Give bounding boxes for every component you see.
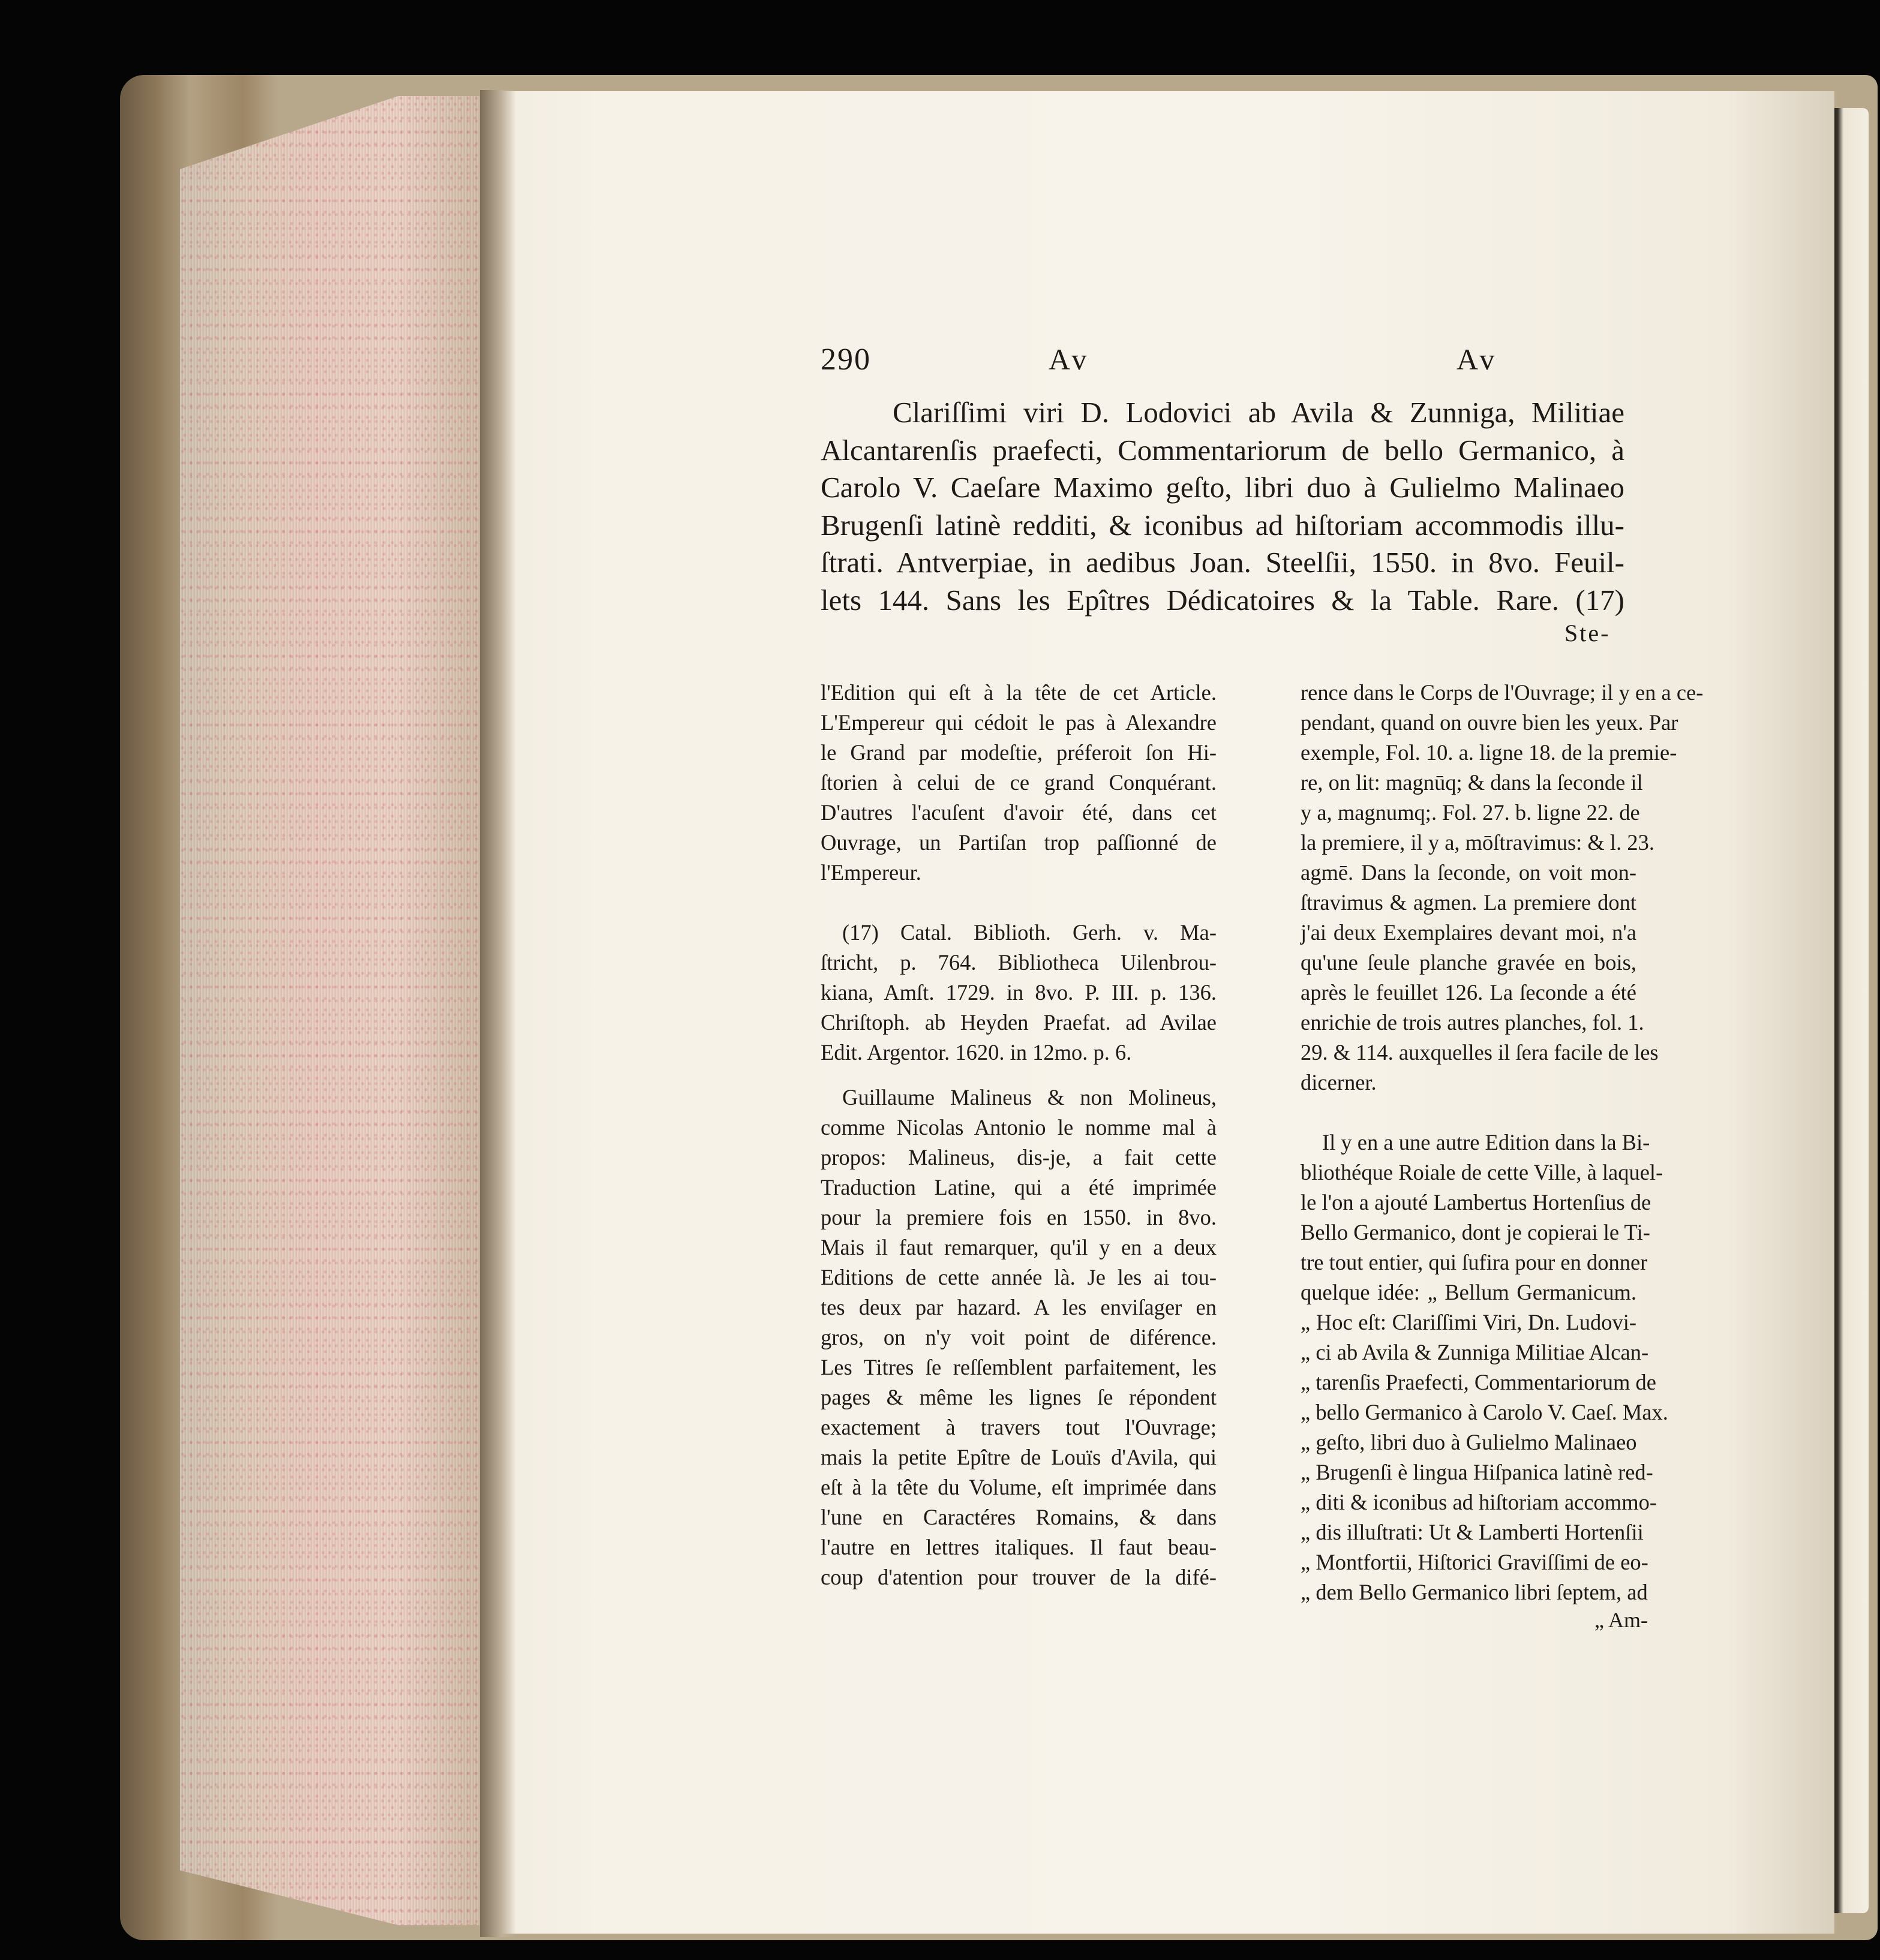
text-line: rence dans le Corps de l'Ouvrage; il y en a ce- bbox=[1301, 680, 1704, 705]
left-column bbox=[821, 678, 1217, 1592]
text-line: dicerner. bbox=[1301, 1070, 1377, 1095]
text-line: „ diti & iconibus ad hiſtoriam accommo- bbox=[1301, 1490, 1657, 1514]
text-line: comme Nicolas Antonio le nomme mal à bbox=[821, 1115, 1217, 1140]
text-line: l'autre en lettres italiques. Il faut beau- bbox=[821, 1535, 1217, 1559]
running-head-left: Av bbox=[1049, 342, 1091, 376]
text-line: „ tarenſis Praefecti, Commentariorum de bbox=[1301, 1370, 1656, 1394]
text-line: „ Hoc eſt: Clariſſimi Viri, Dn. Ludovi- bbox=[1301, 1310, 1636, 1334]
text-line: l'Empereur. bbox=[821, 860, 921, 885]
title-line: lets 144. Sans les Epîtres Dédicatoires & la Table. Rare. (17) bbox=[821, 583, 1624, 617]
text-line: eſt à la tête du Volume, eſt imprimée dans bbox=[821, 1475, 1217, 1499]
text-line: après le feuillet 126. La ſeconde a été bbox=[1301, 980, 1636, 1005]
text-line: re, on lit: magnūq; & dans la ſeconde il bbox=[1301, 770, 1643, 795]
text-line: Ouvrage, un Partiſan trop paſſionné de bbox=[821, 830, 1217, 855]
text-line: Traduction Latine, qui a été imprimée bbox=[821, 1175, 1217, 1200]
text-line: L'Empereur qui cédoit le pas à Alexandre bbox=[821, 710, 1217, 735]
book-page bbox=[497, 91, 1834, 1934]
text-line: Bello Germanico, dont je copierai le Ti- bbox=[1301, 1220, 1650, 1244]
text-line: l'une en Caractéres Romains, & dans bbox=[821, 1505, 1217, 1529]
footnote bbox=[821, 918, 1217, 1068]
text-line: y a, magnumq;. Fol. 27. b. ligne 22. de bbox=[1301, 800, 1640, 825]
text-line: Guillaume Malineus & non Molineus, bbox=[842, 1085, 1217, 1110]
gutter-shadow bbox=[480, 90, 516, 1937]
text-line: propos: Malineus, dis-je, a fait cette bbox=[821, 1145, 1217, 1170]
title-line: Clariſſimi viri D. Lodovici ab Avila & Zunniga, Militiae bbox=[893, 396, 1624, 429]
text-line: le Grand par modeſtie, préferoit ſon Hi- bbox=[821, 740, 1217, 765]
page-number: 290 bbox=[821, 342, 871, 377]
footnote-line: (17) Catal. Biblioth. Gerh. v. Ma- bbox=[842, 920, 1217, 945]
text-line: j'ai deux Exemplaires devant moi, n'a bbox=[1301, 920, 1636, 945]
page-block-edge bbox=[180, 96, 492, 1925]
text-line: Editions de cette année là. Je les ai tou- bbox=[821, 1265, 1217, 1289]
text-line: pages & même les lignes ſe répondent bbox=[821, 1385, 1217, 1409]
text-line: Il y en a une autre Edition dans la Bi- bbox=[1322, 1130, 1650, 1155]
text-line: agmē. Dans la ſeconde, on voit mon- bbox=[1301, 860, 1636, 885]
text-line: „ dis illuſtrati: Ut & Lamberti Hortenſii bbox=[1301, 1520, 1644, 1544]
title-line: Brugenſi latinè redditi, & iconibus ad hiſtoriam accommodis illu- bbox=[821, 508, 1624, 542]
text-line: le l'on a ajouté Lambertus Hortenſius de bbox=[1301, 1190, 1651, 1215]
text-line: ſtorien à celui de ce grand Conquérant. bbox=[821, 770, 1217, 795]
catchword: „ Am- bbox=[1594, 1608, 1648, 1632]
text-line: „ ci ab Avila & Zunniga Militiae Alcan- bbox=[1301, 1340, 1649, 1364]
title-line: Alcantarenſis praefecti, Commentariorum de bello Germanico, à bbox=[821, 433, 1624, 467]
text-line: coup d'atention pour trouver de la difé- bbox=[821, 1565, 1217, 1589]
text-line: tes deux par hazard. A les enviſager en bbox=[821, 1295, 1217, 1319]
text-line: D'autres l'acuſent d'avoir été, dans cet bbox=[821, 800, 1217, 825]
footnote-line: kiana, Amſt. 1729. in 8vo. P. III. p. 136. bbox=[821, 980, 1217, 1005]
text-line: 29. & 114. auxquelles il ſera facile de les bbox=[1301, 1040, 1659, 1065]
text-line: exemple, Fol. 10. a. ligne 18. de la premie- bbox=[1301, 740, 1677, 765]
text-line: mais la petite Epître de Louïs d'Avila, qui bbox=[821, 1445, 1217, 1469]
text-line: tre tout entier, qui ſufira pour en donner bbox=[1301, 1250, 1648, 1274]
text-line: „ Brugenſi è lingua Hiſpanica latinè red- bbox=[1301, 1460, 1653, 1484]
title-line: ſtrati. Antverpiae, in aedibus Joan. Steelſii, 1550. in 8vo. Feuil- bbox=[821, 546, 1624, 579]
text-line: „ Montfortii, Hiſtorici Graviſſimi de eo- bbox=[1301, 1550, 1648, 1574]
title-line: Carolo V. Caeſare Maximo geſto, libri duo à Gulielmo Malinaeo bbox=[821, 471, 1624, 504]
text-line: exactement à travers tout l'Ouvrage; bbox=[821, 1415, 1217, 1439]
title-entry bbox=[821, 394, 1624, 619]
footnote-line: ſtricht, p. 764. Bibliotheca Uilenbrou- bbox=[821, 950, 1217, 975]
text-line: bliothéque Roiale de cette Ville, à laquel- bbox=[1301, 1160, 1663, 1185]
text-line: pendant, quand on ouvre bien les yeux. Par bbox=[1301, 710, 1678, 735]
right-column bbox=[1301, 678, 1704, 1607]
footnote-line: Chriſtoph. ab Heyden Praefat. ad Avilae bbox=[821, 1010, 1217, 1035]
facing-page-edge bbox=[1833, 108, 1869, 1913]
catchword: Ste- bbox=[1564, 620, 1611, 647]
text-line: „ bello Germanico à Carolo V. Caeſ. Max. bbox=[1301, 1400, 1668, 1424]
text-line: gros, on n'y voit point de diférence. bbox=[821, 1325, 1217, 1349]
text-line: qu'une ſeule planche gravée en bois, bbox=[1301, 950, 1636, 975]
text-line: ſtravimus & agmen. La premiere dont bbox=[1301, 890, 1636, 915]
text-line: la premiere, il y a, mōſtravimus: & l. 23. bbox=[1301, 830, 1654, 855]
text-line: pour la premiere fois en 1550. in 8vo. bbox=[821, 1205, 1217, 1229]
text-line: enrichie de trois autres planches, fol. 1. bbox=[1301, 1010, 1644, 1035]
text-line: quelque idée: „ Bellum Germanicum. bbox=[1301, 1280, 1636, 1304]
text-line: Mais il faut remarquer, qu'il y en a deux bbox=[821, 1235, 1217, 1259]
running-head-right: Av bbox=[1456, 342, 1498, 376]
text-line: „ dem Bello Germanico libri ſeptem, ad bbox=[1301, 1580, 1648, 1604]
text-line: Les Titres ſe reſſemblent parfaitement, les bbox=[821, 1355, 1217, 1379]
text-line: „ geſto, libri duo à Gulielmo Malinaeo bbox=[1301, 1430, 1637, 1454]
text-line: l'Edition qui eſt à la tête de cet Article. bbox=[821, 680, 1217, 705]
footnote-line: Edit. Argentor. 1620. in 12mo. p. 6. bbox=[821, 1040, 1132, 1065]
